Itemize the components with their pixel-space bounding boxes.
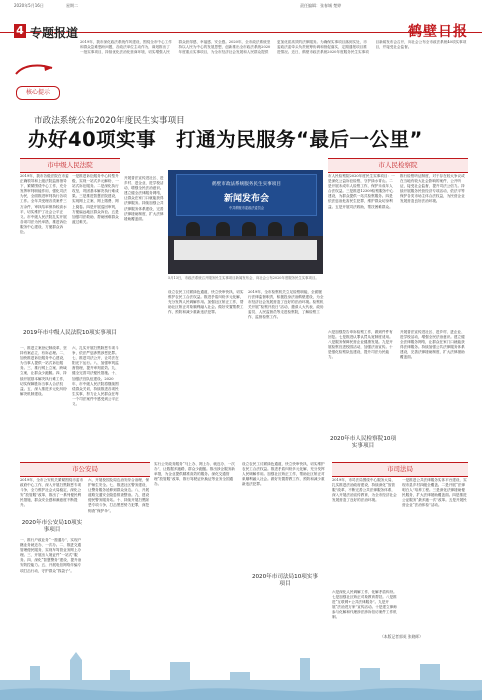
- court-text-2b: 一是推进诉讼服务中心转型升级，实现一站式多元解纷、一站式诉讼服务。二是深化执行攻坚，巩固基本解决执行难成果。三是推进智慧法院建设，实现网上立案、网上缴费、网上阅卷。四是开展巡回审判，方便偏远地区群众诉讼。五是加强司法救助，帮助困难群众渡过难关。: [72, 174, 119, 224]
- issue-weekday: 星期二: [66, 3, 78, 8]
- newspaper-logo: 鹤壁日报: [408, 24, 468, 40]
- section-police: 市公安局: [20, 462, 150, 477]
- court-text-3: 一、推进立案登记制改革，坚持有案必立、有诉必理。二、加快推进诉讼服务中心建设，为当事人提供一站式诉讼服务。三、推行网上立案、跨域立案，让群众少跑腿。四、持续开展基本解决执行难工作，切实保障胜诉当事人合法权益。五、深入推进多元化纠纷解决机制建设。: [20, 346, 67, 396]
- page-header: [0, 10, 482, 40]
- police-subtitle: 2020年市公安局10项实事项目: [21, 520, 83, 533]
- top-strip: [0, 0, 482, 9]
- photo-screen-line3: 中共鹤壁市委政法委员会: [228, 206, 265, 210]
- skyline-illustration: [0, 640, 482, 700]
- section-justice: 市司法局: [332, 462, 468, 477]
- section-title: 专题报道: [30, 26, 79, 40]
- court-text-4: 六、扎实开展扫黑除恶专项斗争，依法严惩涉黑涉恶犯罪。七、推进司法公开，让司法在阳光下运行。八、加强审判监督管理，提升审判质效。九、健全完善司法便民措施。十、加强法官队伍建设。2020年，市中级人民法院将继续围绕群众关切，持续推进各项民生实事，努力让人民群众在每一个司法案件中感受到公平正义。: [72, 346, 119, 407]
- police-text-1: 2019年，全市公安机关紧紧围绕市委市政府中心工作，深入开展扫黑除恶专项斗争，全力维护社会大局稳定，深化公安“放管服”改革，推出了一系列便民利民措施，群众安全感和满意度不断提升。: [20, 478, 84, 508]
- page-number: 4: [14, 24, 26, 38]
- middle-text-2: 设立农民工讨薪绿色通道，快立快审快执，切实维护农民工合法权益。推进矛盾纠纷多元化解，充分发挥人民调解作用。加强社区矫正工作，帮助社区矫正对象顺利融入社会。做好安置帮教工作，预防和减少重新违法犯罪。: [168, 290, 244, 315]
- proc-text-2: 推行检察听证制度，对于存在较大争议或在当地有较大社会影响的案件，公开听证，接受社会监督，提升司法公信力。持续开展服务民营经济专项活动，依法平等保护各类市场主体合法权益，为民营企业发展营造良好法治环境。: [400, 174, 465, 204]
- kicker: 市政法系统公布2020年度民生实事项目: [34, 116, 185, 126]
- police-text-2: 一、推行户政业务“一窗通办”，实现户籍业务就近办、一次办。二、推进交通管理便民服务，实现车驾管业务网上办理。三、开展出入境证件“一站式”服务。四、深化“智慧警务”建设，提升治安防控能力。五、开展电信网络诈骗专项打击行动，守护群众“钱袋子”。: [20, 538, 82, 573]
- photo-caption: 5月13日，市政法系统召开服务民生实事项目新闻发布会，向社会公布2020年度服务民生实事项目。: [168, 276, 319, 280]
- editors: 责任编辑：张春城 楚婷: [300, 3, 342, 8]
- proc-text-3: 六是加强控告申诉检察工作，做到件件有回复。七是推进认罪认罚从宽制度适用。八是服务保障民营企业健康发展。九是开展检察官进校园活动，加强法治宣传。十是强化检察队伍建设，提升司法为民能力。: [328, 330, 393, 360]
- pen-ribbon-icon: [14, 62, 54, 76]
- middle-text-3: 2019年，全市检察机关立足检察职能，全面履行法律监督职责，积极投身法治鹤壁建设，为全市经济社会发展营造了良好的法治环境。检察机关开展“检察开放日”活动，邀请人大代表、政协委员、人民监督员等走进检察院，了解检察工作、监督检察工作。: [248, 290, 324, 320]
- section-court: 市中级人民法院: [20, 158, 120, 173]
- justice-text-1: 2019年，市司法局围绕中心服务大局，扎实推进法治政府建设，持续深化“放管服”改革，不断完善公共法律服务体系，深入开展法治宣传教育，为全市经济社会发展营造了良好的法治环境。: [332, 478, 397, 503]
- intro-badge: 核心提示: [16, 86, 60, 100]
- justice-text-3: 六是深化人民调解工作，化解矛盾纠纷。七是加强社区矫正对象教育帮扶。八是推进“互联网+公共法律服务”。九是开展“法治进万家”宣传活动。十是建立律师参与化解和代理涉法涉诉信访案件工作机制。: [332, 590, 397, 620]
- police-text-4: 实行公安政务服务“马上办、网上办、就近办、一次办”，让数据多跑路，群众少跑腿。推出涉企服务新举措，为企业提供精准高效的服务。深化交通管理“放管服”改革，推行驾驶证补换证等业务全国通办。: [154, 462, 235, 487]
- photo-table-cloth: [174, 240, 317, 260]
- justice-text-2: 一是推进公共法律服务实体平台建设，实现市县乡村四级全覆盖。二是开展“法律明白人”培养工程。三是深化法律援助便民服务，扩大法律援助覆盖面。四是推进公证服务“最多跑一次”改革。五是开展民营企业“法治体检”活动。: [402, 478, 467, 508]
- issue-date: 2020年5月16日: [14, 3, 44, 8]
- photo-screen: [176, 174, 317, 216]
- proc-text-4: 开展普法宣传进社区、进乡村、进企业、进学校活动，增强全民法治意识。建立健全法律服务网络，让群众在家门口就能获得法律服务。持续加强公共法律服务体系建设，完善法律援助制度，扩大法律援助覆盖面。: [400, 330, 465, 360]
- press-conference-photo: [168, 170, 323, 274]
- headline: 办好40项实事 打通为民服务“最后一公里”: [28, 128, 423, 151]
- court-text-1: 2019年，我市各级法院在市委正确领导和上级法院监督指导下，紧紧围绕中心工作，充分发挥审判职能作用，强化司法为民，全面推进审判执行各项工作。全年共受理各类案件三万余件，审执结率保持较高水平，切实维护了社会公平正义。市中级人民法院扎实开展各项司法为民举措，推进诉讼服务中心建设，方便群众诉讼。: [20, 174, 69, 235]
- court-subtitle: 2019年市中级人民法院10项实事项目: [22, 330, 118, 336]
- justice-subtitle: 2020年市司法局10项实事项目: [251, 574, 319, 587]
- section-procuratorate: 市人民检察院: [328, 158, 468, 173]
- middle-text-1: 开展普法宣传进社区、进乡村、进企业、进学校活动，增强全民法治意识。建立健全法律服务网络，让群众在家门口就能获得法律服务。持续加强公共法律服务体系建设，完善法律援助制度，扩大法律援助覆盖面。: [124, 176, 164, 221]
- photo-screen-line1: 鹤壁市政法系统服务民生实事项目: [212, 182, 281, 187]
- police-text-5: 设立农民工讨薪绿色通道，快立快审快执，切实维护农民工合法权益。推进矛盾纠纷多元化解，充分发挥人民调解作用。加强社区矫正工作，帮助社区矫正对象顺利融入社会。做好安置帮教工作，预防和减少重新违法犯罪。: [242, 462, 325, 487]
- closing-note: （本版记者郭英 张晓晖）: [380, 634, 423, 639]
- police-text-3: 六、开展校园及周边治安综合治理，保护师生安全。七、推进社区警务建设，让警务服务延伸到群众身边。八、开展道路交通安全隐患排查整治。九、建设便民警务服务站。十、持续开展扫黑除恶专项斗争，打击黑恶势力犯罪，深挖彻查“保护伞”。: [88, 478, 150, 513]
- intro-text: 2019年，我市深化政法系统作风建设，围绕全市中心工作和群众急难愁盼问题，各政法单位主动作为，谋划推出了一批实事项目，持续优化法治化营商环境，切实增强人民群众获得感、幸福感、安全感。2020年，全市政法系统坚持以人民为中心的发展思想，创新推出全市政法系统2020年度重点实事项目，为全市经济社会发展和人民群众提供更加优质高效的法律服务。为确保实事项目落到实处，市委政法委牵头负责统筹协调和督促落实，定期通报项目推进情况。近日，鹤壁市政法系统2020年度服务民生实事项目新闻发布会召开，向社会公布全市政法系统40项实事项目，并接受社会监督。: [80, 40, 467, 55]
- proc-subtitle: 2020年市人民检察院10项实事项目: [329, 436, 397, 449]
- photo-screen-line2: 新闻发布会: [223, 194, 269, 204]
- proc-text-1: 市人民检察院2020年度民生实事项目：一是深化公益诉讼检察，守护绿水青山。二是开展未成年人检察工作，保护未成年人合法权益。三是推进12309检察服务中心建设，为群众提供一站式检察服务。四是依法惩治危害民生犯罪，维护群众切身利益。五是开展司法救助，帮扶困难群众。: [328, 174, 395, 209]
